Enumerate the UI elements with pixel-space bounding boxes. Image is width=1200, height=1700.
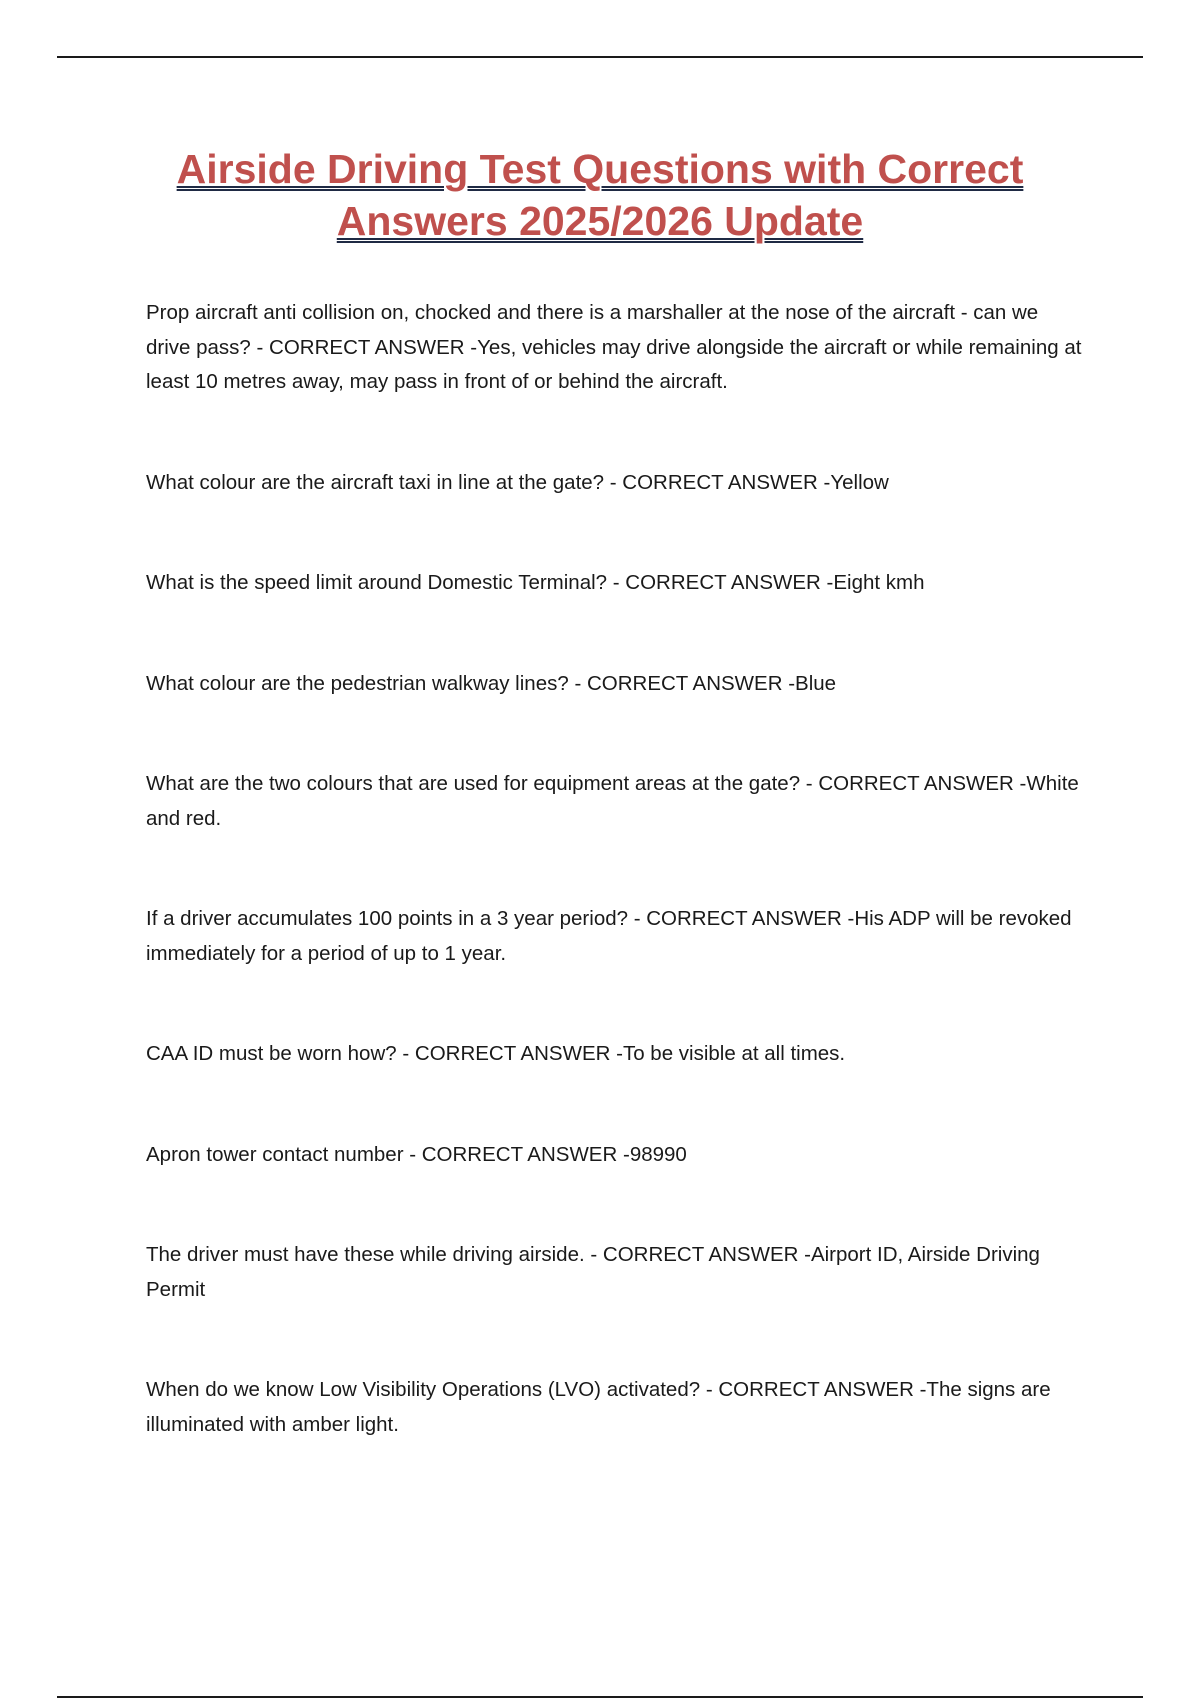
- answer-marker: - CORRECT ANSWER -: [568, 671, 796, 695]
- answer-text: His ADP will be revoked immediately for a period of up to 1 year.: [146, 907, 1072, 965]
- answer-marker: - CORRECT ANSWER -: [628, 907, 855, 930]
- question-text: When do we know Low Visibility Operations (LVO) activated?: [146, 1378, 701, 1401]
- footer-rule: [57, 1696, 1143, 1698]
- question-text: Apron tower contact number: [146, 1142, 404, 1166]
- answer-text: Blue: [795, 671, 837, 695]
- answer-marker: - CORRECT ANSWER -: [700, 1378, 927, 1401]
- qa-item-1: [146, 296, 1086, 400]
- answer-marker: - CORRECT ANSWER -: [403, 1142, 630, 1166]
- answer-text: To be visible at all times.: [622, 1042, 846, 1065]
- qa-item-10: [146, 1373, 1086, 1442]
- answer-marker: - CORRECT ANSWER -: [250, 335, 478, 359]
- answer-marker: - CORRECT ANSWER -: [607, 571, 834, 594]
- answer-text: The signs are illuminated with amber light.: [146, 1378, 1051, 1436]
- qa-item-8: [146, 1138, 1086, 1173]
- qa-item-2: [146, 466, 1086, 501]
- qa-item-4: [146, 667, 1086, 702]
- document-title: Airside Driving Test Questions with Correct Answers 2025/2026 Update: [176, 146, 1024, 244]
- answer-marker: - CORRECT ANSWER -: [800, 772, 1027, 795]
- question-text: CAA ID must be worn how?: [146, 1042, 397, 1065]
- question-text: What colour are the aircraft taxi in line at the gate?: [146, 470, 605, 494]
- answer-text: 98990: [629, 1142, 687, 1166]
- qa-item-9: [146, 1238, 1086, 1307]
- qa-item-6: [146, 902, 1086, 971]
- header-rule: [57, 56, 1143, 58]
- question-text: What is the speed limit around Domestic Terminal?: [146, 571, 608, 594]
- qa-item-3: [146, 566, 1086, 601]
- answer-marker: - CORRECT ANSWER -: [604, 470, 831, 494]
- qa-item-5: [146, 767, 1086, 836]
- answer-text: White and red.: [146, 772, 1079, 830]
- question-text: If a driver accumulates 100 points in a 3 year period?: [146, 907, 629, 930]
- question-text: What colour are the pedestrian walkway lines?: [146, 671, 569, 695]
- answer-marker: - CORRECT ANSWER -: [584, 1243, 811, 1266]
- question-text: Prop aircraft anti collision on, chocked and there is a marshaller at the nose of the aircraft - can we drive pass?: [146, 301, 1039, 359]
- question-text: The driver must have these while driving airside.: [146, 1243, 585, 1266]
- qa-item-7: [146, 1037, 1086, 1072]
- answer-text: Eight kmh: [833, 571, 925, 594]
- answer-text: Yellow: [830, 470, 889, 494]
- answer-text: Airport ID, Airside Driving Permit: [146, 1243, 1040, 1301]
- qa-list: [146, 296, 1086, 1508]
- question-text: What are the two colours that are used for equipment areas at the gate?: [146, 772, 801, 795]
- answer-text: Yes, vehicles may drive alongside the aircraft or while remaining at least 10 metres away, may pass in front of or behind the aircraft.: [146, 335, 1082, 393]
- answer-marker: - CORRECT ANSWER -: [396, 1042, 623, 1065]
